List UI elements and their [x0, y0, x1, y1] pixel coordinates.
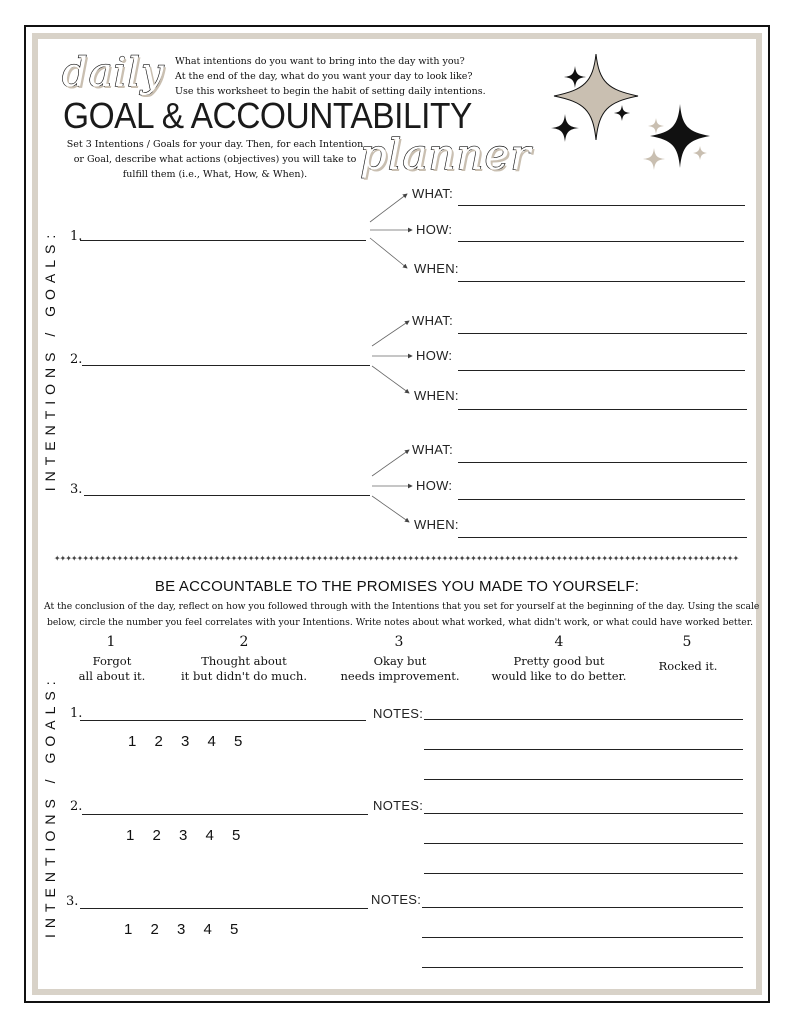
scale-desc-line: Thought about: [201, 654, 287, 668]
how-line[interactable]: [458, 370, 745, 371]
review-number: 2.: [70, 799, 83, 814]
goal-line[interactable]: [84, 495, 370, 496]
how-label: HOW:: [416, 348, 453, 363]
notes-line[interactable]: [422, 907, 743, 908]
how-label: HOW:: [416, 478, 453, 493]
goal-line[interactable]: [80, 240, 366, 241]
scale-desc-line: Forgot: [92, 654, 132, 668]
notes-line[interactable]: [424, 779, 743, 780]
scale-value: 3: [394, 634, 404, 650]
notes-label: NOTES:: [373, 798, 424, 813]
how-line[interactable]: [458, 499, 745, 500]
scale-desc-line: would like to do better.: [491, 669, 627, 683]
instruction-line: fulfill them (i.e., What, How, & When).: [122, 169, 308, 180]
notes-line[interactable]: [424, 719, 743, 720]
scale-desc-line: Okay but: [373, 654, 427, 668]
when-line[interactable]: [458, 409, 747, 410]
how-line[interactable]: [458, 241, 744, 242]
goal-number: 3.: [70, 482, 83, 497]
notes-line[interactable]: [424, 843, 743, 844]
notes-line[interactable]: [422, 967, 743, 968]
what-label: WHAT:: [412, 442, 453, 457]
paragraph-line: below, circle the number you feel correlates with your Intentions. Write notes about what worked, what didn't work, or what could have worked better.: [46, 617, 754, 628]
notes-line[interactable]: [424, 813, 743, 814]
review-goal-line[interactable]: [82, 814, 368, 815]
scale-value: 2: [239, 634, 249, 650]
review-number: 1.: [70, 706, 83, 721]
scale-desc-line: Pretty good but: [513, 654, 605, 668]
intentions-goals-side-label: INTENTIONS / GOALS:: [42, 675, 58, 938]
daily-script-title: daily: [62, 50, 165, 96]
scale-desc-line: all about it.: [78, 669, 146, 683]
accountability-heading: BE ACCOUNTABLE TO THE PROMISES YOU MADE TO YOURSELF:: [154, 578, 640, 595]
scale-description: [484, 654, 634, 684]
when-label: WHEN:: [414, 388, 459, 403]
review-goal-line[interactable]: [80, 720, 366, 721]
notes-label: NOTES:: [373, 706, 424, 721]
notes-line[interactable]: [422, 937, 743, 938]
what-line[interactable]: [458, 462, 747, 463]
instruction-line: or Goal, describe what actions (objectives) you will take to: [73, 154, 357, 165]
what-label: WHAT:: [412, 186, 453, 201]
scale-value: 4: [554, 634, 564, 650]
rating-scale[interactable]: 1 2 3 4 5: [128, 733, 243, 750]
review-number: 3.: [66, 894, 79, 909]
what-line[interactable]: [458, 333, 747, 334]
notes-line[interactable]: [424, 873, 743, 874]
when-line[interactable]: [458, 537, 747, 538]
scale-value: 5: [682, 634, 692, 650]
instruction-line: Set 3 Intentions / Goals for your day. Then, for each Intention: [66, 139, 364, 150]
scale-description: [335, 654, 465, 684]
rating-scale[interactable]: 1 2 3 4 5: [124, 921, 239, 938]
intentions-goals-side-label: INTENTIONS / GOALS:: [42, 228, 58, 492]
goal-number: 1.: [70, 229, 83, 244]
scale-description: [640, 659, 736, 674]
how-label: HOW:: [416, 222, 453, 237]
accountability-paragraph: [44, 599, 760, 631]
notes-label: NOTES:: [371, 892, 422, 907]
goal-line[interactable]: [82, 365, 370, 366]
decorative-divider: ✦✦✦✦✦✦✦✦✦✦✦✦✦✦✦✦✦✦✦✦✦✦✦✦✦✦✦✦✦✦✦✦✦✦✦✦✦✦✦✦✦✦✦✦✦✦✦✦✦✦✦✦✦✦✦✦✦✦✦✦✦✦✦✦✦✦✦✦✦✦✦✦✦✦✦✦✦✦✦✦✦✦✦✦✦✦✦✦✦✦✦✦✦✦✦✦✦✦✦✦✦✦✦✦✦✦✦✦✦✦✦✦✦✦✦✦✦✦✦✦: [53, 554, 739, 563]
what-label: WHAT:: [412, 313, 453, 328]
rating-scale[interactable]: 1 2 3 4 5: [126, 827, 241, 844]
what-line[interactable]: [458, 205, 745, 206]
scale-desc-line: needs improvement.: [340, 669, 460, 683]
scale-description: [173, 654, 315, 684]
intro-line: Use this worksheet to begin the habit of setting daily intentions.: [175, 86, 486, 97]
page-title: GOAL & ACCOUNTABILITY: [63, 95, 472, 136]
when-line[interactable]: [458, 281, 745, 282]
scale-value: 1: [106, 634, 116, 650]
when-label: WHEN:: [414, 517, 459, 532]
intro-line: At the end of the day, what do you want your day to look like?: [175, 71, 473, 82]
review-goal-line[interactable]: [80, 908, 368, 909]
when-label: WHEN:: [414, 261, 459, 276]
notes-line[interactable]: [424, 749, 743, 750]
scale-description: [62, 654, 162, 684]
scale-desc-line: it but didn't do much.: [180, 669, 307, 683]
scale-desc-line: Rocked it.: [658, 659, 718, 673]
goal-number: 2.: [70, 352, 83, 367]
intro-line: What intentions do you want to bring into the day with you?: [175, 56, 465, 67]
paragraph-line: At the conclusion of the day, reflect on how you followed through with the Intentions that you set for yourself at the beginning of the day. Using the scale: [44, 601, 760, 612]
planner-script-title: planner: [360, 130, 532, 179]
